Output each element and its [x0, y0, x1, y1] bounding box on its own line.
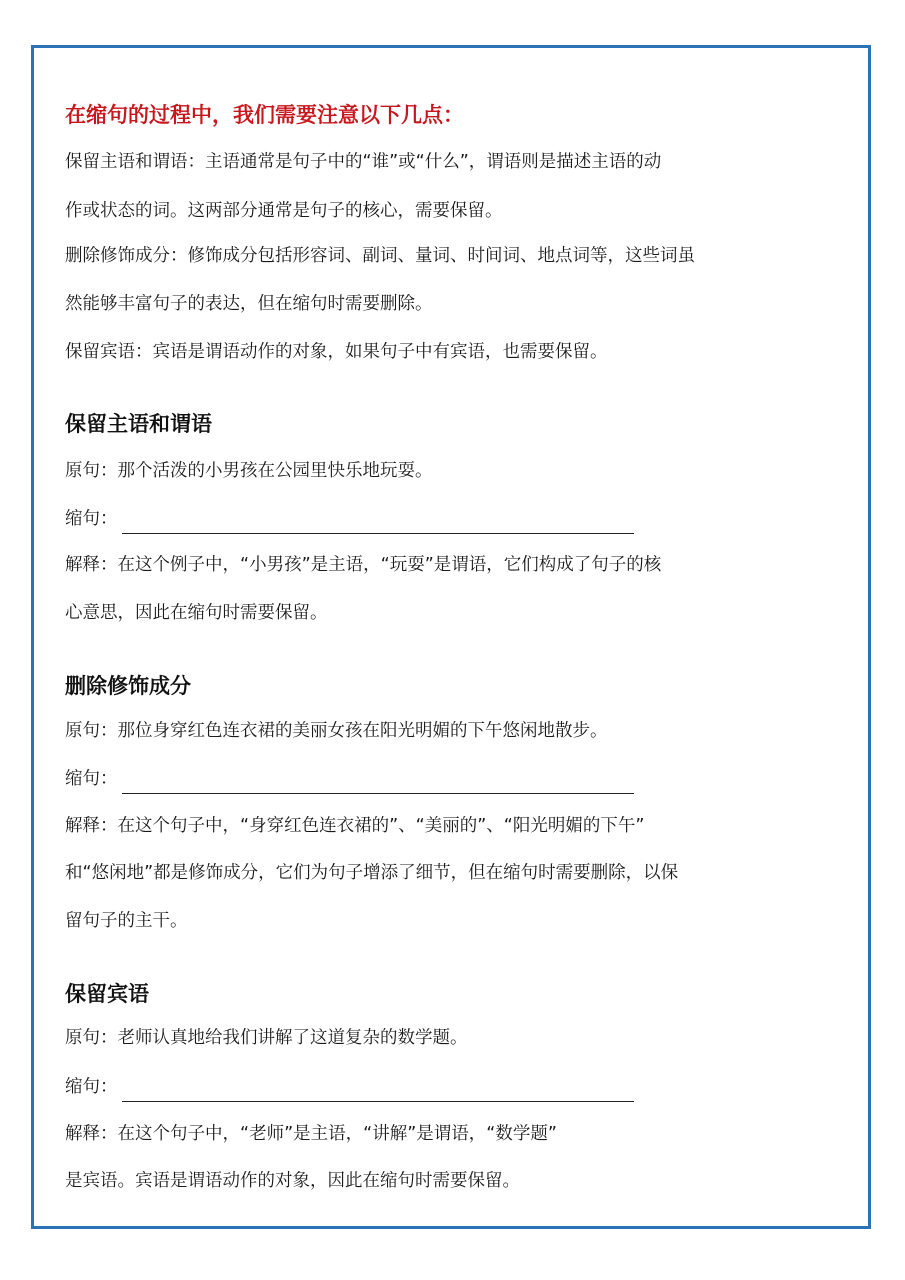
section-heading-1: 保留主语和谓语	[65, 412, 212, 436]
point-1-line-2: 作或状态的词。这两部分通常是句子的核心，需要保留。	[65, 201, 503, 221]
point-3-line-1: 保留宾语：宾语是谓语动作的对象，如果句子中有宾语，也需要保留。	[65, 342, 608, 362]
section-1-original: 原句：那个活泼的小男孩在公园里快乐地玩耍。	[65, 461, 433, 481]
section-3-blank-label: 缩句：	[65, 1077, 118, 1097]
section-heading-3: 保留宾语	[65, 982, 149, 1006]
section-1-blank-label: 缩句：	[65, 509, 118, 529]
section-heading-2: 删除修饰成分	[65, 674, 191, 698]
section-2-original: 原句：那位身穿红色连衣裙的美丽女孩在阳光明媚的下午悠闲地散步。	[65, 721, 608, 741]
section-3-answer-line[interactable]	[122, 1077, 634, 1102]
section-2-answer-line[interactable]	[122, 769, 634, 794]
section-3-original: 原句：老师认真地给我们讲解了这道复杂的数学题。	[65, 1028, 468, 1048]
section-2-explanation-line-1: 解释：在这个句子中，“身穿红色连衣裙的”、“美丽的”、“阳光明媚的下午”	[65, 816, 645, 836]
section-2-blank-label: 缩句：	[65, 769, 118, 789]
section-3-explanation-line-1: 解释：在这个句子中，“老师”是主语，“讲解”是谓语，“数学题”	[65, 1124, 557, 1144]
section-1-answer-line[interactable]	[122, 509, 634, 534]
point-1-line-1: 保留主语和谓语：主语通常是句子中的“谁”或“什么”，谓语则是描述主语的动	[65, 152, 662, 172]
section-3-blank-row	[65, 1072, 845, 1102]
point-2-line-1: 删除修饰成分：修饰成分包括形容词、副词、量词、时间词、地点词等，这些词虽	[65, 246, 695, 266]
intro-title: 在缩句的过程中，我们需要注意以下几点：	[65, 103, 464, 127]
section-2-explanation-line-2: 和“悠闲地”都是修饰成分，它们为句子增添了细节，但在缩句时需要删除，以保	[65, 863, 679, 883]
section-2-blank-row	[65, 764, 845, 794]
section-1-blank-row	[65, 504, 845, 534]
section-2-explanation-line-3: 留句子的主干。	[65, 911, 188, 931]
point-2-line-2: 然能够丰富句子的表达，但在缩句时需要删除。	[65, 294, 433, 314]
section-3-explanation-line-2: 是宾语。宾语是谓语动作的对象，因此在缩句时需要保留。	[65, 1171, 520, 1191]
section-1-explanation-line-2: 心意思，因此在缩句时需要保留。	[65, 603, 328, 623]
section-1-explanation-line-1: 解释：在这个例子中，“小男孩”是主语，“玩耍”是谓语，它们构成了句子的核	[65, 555, 662, 575]
